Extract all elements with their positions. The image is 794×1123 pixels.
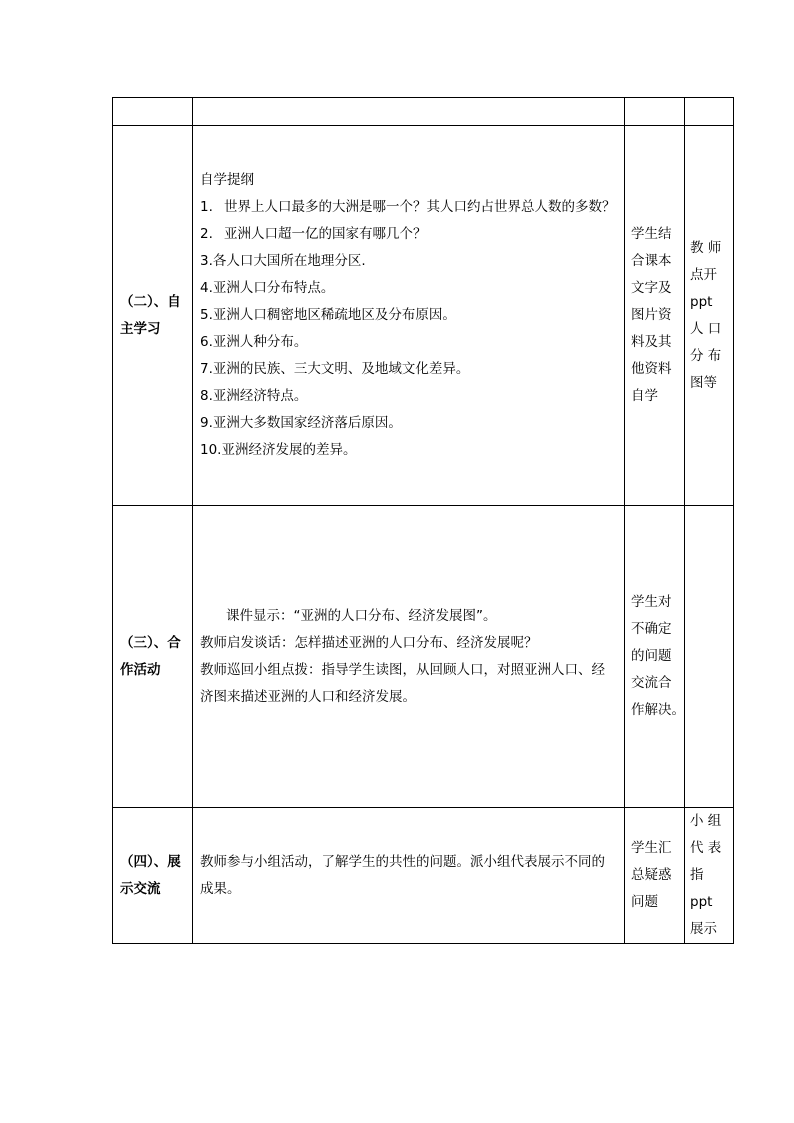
outline-item-7: 7.亚洲的民族、三大文明、及地域文化差异。 xyxy=(200,361,470,377)
header-cell-1 xyxy=(113,98,193,126)
cooperation-line-3: 教师巡回小组点拨：指导学生读图，从回顾人口，对照亚洲人口、经济图来描述亚洲的人口和经济发展。 xyxy=(200,661,605,705)
row-presentation xyxy=(113,808,734,944)
student-activity-presentation: 学生汇 总疑惑 问题 xyxy=(625,808,685,944)
outline-item-4: 4.亚洲人口分布特点。 xyxy=(200,280,335,296)
cooperation-content xyxy=(193,506,625,808)
teacher-media-self-study: 教 师 点开 ppt 人 口 分 布 图等 xyxy=(685,126,734,506)
row-self-study xyxy=(113,126,734,506)
student-activity-self-study: 学生结 合课本 文字及 图片资 料及其 他资料 自学 xyxy=(625,126,685,506)
outline-item-3: 3.各人口大国所在地理分区. xyxy=(200,253,366,269)
outline-item-10: 10.亚洲经济发展的差异。 xyxy=(200,442,357,458)
header-cell-4 xyxy=(685,98,734,126)
outline-item-5: 5.亚洲人口稠密地区稀疏地区及分布原因。 xyxy=(200,307,456,323)
header-row xyxy=(113,98,734,126)
outline-item-9: 9.亚洲大多数国家经济落后原因。 xyxy=(200,415,402,431)
cooperation-line-2: 教师启发谈话：怎样描述亚洲的人口分布、经济发展呢？ xyxy=(200,634,538,651)
presentation-line-1: 教师参与小组活动，了解学生的共性的问题。派小组代表展示不同的成果。 xyxy=(200,853,605,897)
self-study-content xyxy=(193,126,625,506)
presentation-content xyxy=(193,808,625,944)
row-cooperation xyxy=(113,506,734,808)
outline-item-1: 1. 世界上人口最多的大洲是哪一个？其人口约占世界总人数的多数？ xyxy=(200,199,616,215)
outline-item-2: 2. 亚洲人口超一亿的国家有哪几个？ xyxy=(200,226,427,242)
student-activity-cooperation: 学生对 不确定 的问题 交流合 作解决。 xyxy=(625,506,685,808)
outline-title: 自学提纲 xyxy=(200,172,254,188)
section-title-cooperation: （三）、合作活动 xyxy=(113,506,193,808)
header-cell-2 xyxy=(193,98,625,126)
teacher-media-cooperation xyxy=(685,506,734,808)
header-cell-3 xyxy=(625,98,685,126)
section-title-presentation: （四）、展示交流 xyxy=(113,808,193,944)
section-title-self-study: （二）、自主学习 xyxy=(113,126,193,506)
teacher-media-presentation: 小 组 代 表 指 ppt 展示 xyxy=(685,808,734,944)
outline-item-8: 8.亚洲经济特点。 xyxy=(200,388,308,404)
outline-item-6: 6.亚洲人种分布。 xyxy=(200,334,308,350)
lesson-plan-table xyxy=(112,97,734,944)
cooperation-line-1: 课件显示：“亚洲的人口分布、经济发展图”。 xyxy=(226,607,497,624)
